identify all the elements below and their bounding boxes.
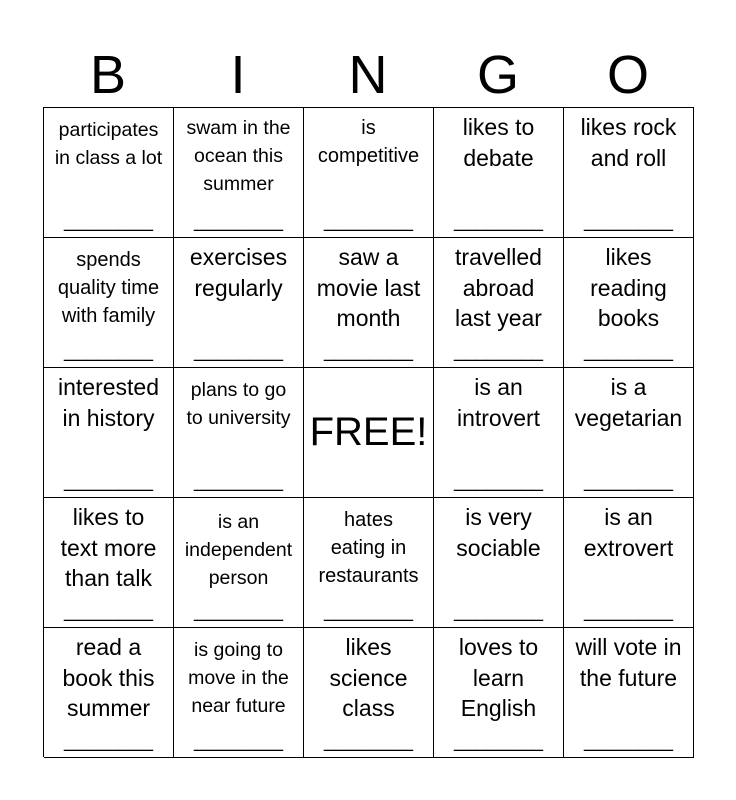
signature-line: ________ [454,211,543,231]
signature-line: ________ [584,471,673,491]
signature-line: ________ [64,471,153,491]
bingo-cell[interactable] [44,368,174,498]
cell-text: likes to text more than talk [60,504,157,591]
bingo-cell[interactable] [564,368,694,498]
bingo-cell[interactable] [174,628,304,758]
bingo-grid [43,107,694,757]
cell-text: interested in history [57,374,159,431]
cell-text: will vote in the future [575,634,682,691]
bingo-cell[interactable] [304,498,434,628]
signature-line: ________ [324,731,413,751]
bingo-cell[interactable] [174,368,304,498]
signature-line: ________ [64,601,153,621]
cell-text: hates eating in restaurants [318,509,419,587]
cell-text: saw a movie last month [316,244,421,331]
cell-text: likes to debate [462,114,535,171]
cell-text: travelled abroad last year [455,244,542,331]
signature-line: ________ [584,731,673,751]
cell-text: is a vegetarian [574,374,683,431]
cell-text: read a book this summer [62,634,155,721]
cell-text: likes science class [329,634,408,721]
bingo-cell[interactable] [44,238,174,368]
bingo-cell[interactable] [304,108,434,238]
signature-line: ________ [194,731,283,751]
bingo-cell[interactable] [174,108,304,238]
cell-text: is an extrovert [583,504,674,561]
free-space[interactable] [304,368,434,498]
cell-text: is going to move in the near future [188,639,289,717]
bingo-cell[interactable] [564,238,694,368]
signature-line: ________ [194,211,283,231]
signature-line: ________ [64,341,153,361]
cell-text: is an independent person [184,511,293,589]
signature-line: ________ [454,601,543,621]
bingo-title [43,44,693,106]
bingo-cell[interactable] [304,238,434,368]
bingo-cell[interactable] [174,498,304,628]
cell-text: swam in the ocean this summer [186,117,291,195]
signature-line: ________ [194,341,283,361]
bingo-cell[interactable] [564,108,694,238]
bingo-cell[interactable] [44,498,174,628]
cell-text: participates in class a lot [54,119,163,169]
title-letter-n: N [348,45,388,105]
bingo-cell[interactable] [304,628,434,758]
cell-text: loves to learn English [458,634,539,721]
signature-line: ________ [64,211,153,231]
free-space-label: FREE! [309,410,428,454]
bingo-cell[interactable] [434,498,564,628]
signature-line: ________ [194,471,283,491]
title-letter-b: B [89,45,127,105]
bingo-cell[interactable] [564,498,694,628]
signature-line: ________ [454,471,543,491]
bingo-cell[interactable] [564,628,694,758]
signature-line: ________ [324,211,413,231]
signature-line: ________ [64,731,153,751]
signature-line: ________ [454,341,543,361]
cell-text: plans to go to university [186,379,291,429]
signature-line: ________ [584,341,673,361]
bingo-cell[interactable] [434,238,564,368]
bingo-cell[interactable] [434,368,564,498]
signature-line: ________ [194,601,283,621]
bingo-cell[interactable] [434,108,564,238]
title-letter-g: G [476,45,519,105]
signature-line: ________ [584,601,673,621]
cell-text: is an introvert [456,374,541,431]
cell-text: likes rock and roll [580,114,677,171]
bingo-cell[interactable] [434,628,564,758]
bingo-cell[interactable] [44,628,174,758]
signature-line: ________ [324,601,413,621]
signature-line: ________ [584,211,673,231]
title-letter-o: O [606,45,649,105]
signature-line: ________ [454,731,543,751]
cell-text: is very sociable [456,504,541,561]
cell-text: exercises regularly [189,244,288,301]
bingo-cell[interactable] [44,108,174,238]
cell-text: likes reading books [590,244,667,331]
cell-text: is competitive [317,117,420,167]
signature-line: ________ [324,341,413,361]
bingo-cell[interactable] [174,238,304,368]
title-letter-i: I [230,45,246,105]
cell-text: spends quality time with family [57,249,160,327]
